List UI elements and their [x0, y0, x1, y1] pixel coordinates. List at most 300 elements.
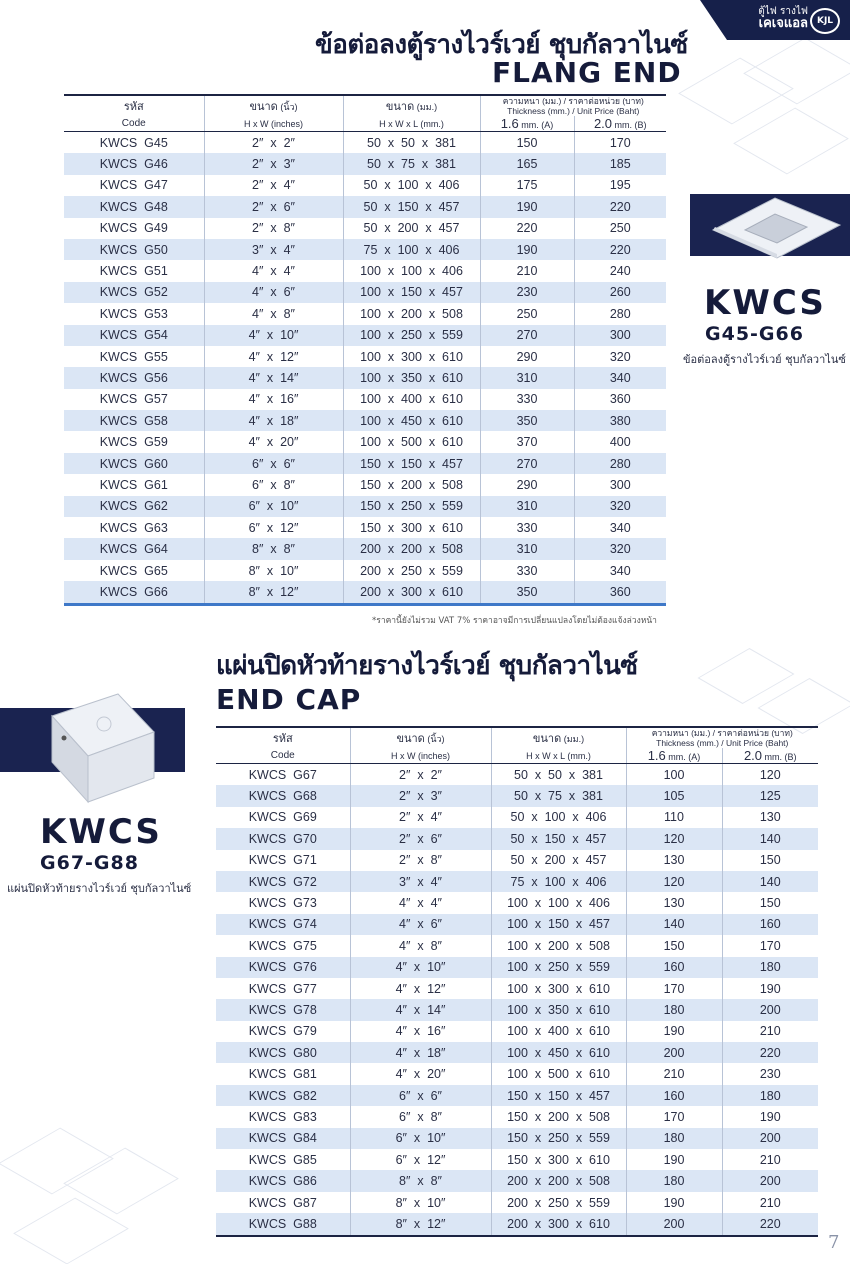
table-row [216, 892, 818, 913]
cell-code: KWCS G86 [216, 1170, 350, 1191]
cell-price-a: 150 [480, 132, 574, 154]
cell-code: KWCS G52 [64, 282, 204, 303]
cell-size-inches: 2″ x 6″ [204, 196, 343, 217]
cell-size-inches: 6″ x 12″ [350, 1149, 491, 1170]
cell-price-a: 120 [626, 871, 722, 892]
cell-size-mm: 100 x 150 x 457 [343, 282, 480, 303]
cell-size-mm: 150 x 200 x 508 [343, 474, 480, 495]
cell-size-inches: 4″ x 18″ [204, 410, 343, 431]
cell-price-b: 340 [609, 520, 631, 535]
header-price: ความหนา (มม.) / ราคาต่อหน่วย (บาท) Thickness (mm.) / Unit Price (Baht) [626, 727, 818, 748]
cell-price-b: 360 [574, 581, 666, 604]
cell-size-mm: 100 x 500 x 610 [343, 431, 480, 452]
cell-code: KWCS G80 [216, 1042, 350, 1063]
flang-end-product-image [705, 180, 845, 260]
cell-price-a: 120 [626, 828, 722, 849]
cell-size-inches: 2″ x 4″ [204, 175, 343, 196]
cell-size-mm: 50 x 50 x 381 [343, 132, 480, 154]
cell-price-b: 340 [574, 367, 666, 388]
cell-size-mm: 100 x 200 x 508 [491, 935, 626, 956]
cell-price-a: 310 [480, 538, 574, 559]
cell-price-a: 210 [626, 1063, 722, 1084]
table-row [64, 453, 666, 474]
cell-code: KWCS G59 [64, 431, 204, 452]
cell-size-inches: 4″ x 6″ [350, 914, 491, 935]
cell-size-inches: 2″ x 2″ [350, 764, 491, 786]
cell-price-b: 200 [722, 1170, 818, 1191]
table-row [216, 785, 818, 806]
table-row [216, 1021, 818, 1042]
table-row [64, 410, 666, 431]
cell-price-a: 190 [626, 1021, 722, 1042]
cell-price-a: 290 [480, 474, 574, 495]
cell-size-mm: 100 x 250 x 559 [491, 957, 626, 978]
cell-price-b: 300 [609, 477, 631, 492]
cell-size-mm: 100 x 350 x 610 [343, 367, 480, 388]
section2-side-range: G67-G88 [40, 852, 139, 874]
cell-size-mm: 100 x 500 x 610 [491, 1063, 626, 1084]
table-row [216, 978, 818, 999]
cell-code: KWCS G76 [216, 957, 350, 978]
cell-price-a: 190 [480, 239, 574, 260]
table-row [216, 1149, 818, 1170]
cell-size-mm: 200 x 250 x 559 [343, 560, 480, 581]
table-row [64, 282, 666, 303]
table-row [64, 239, 666, 260]
table-row [216, 1085, 818, 1106]
cell-size-mm: 50 x 200 x 457 [491, 850, 626, 871]
table-row [64, 496, 666, 517]
cell-price-a: 130 [626, 892, 722, 913]
cell-size-inches: 8″ x 8″ [350, 1170, 491, 1191]
cell-size-mm: 150 x 150 x 457 [491, 1085, 626, 1106]
cell-price-b: 140 [722, 871, 818, 892]
cell-size-inches: 2″ x 4″ [350, 807, 491, 828]
cell-price-b: 185 [574, 153, 666, 174]
section2-side-code: KWCS [40, 812, 162, 852]
section1-side-code: KWCS [704, 283, 826, 323]
table-row [64, 325, 666, 346]
header-thickness-b: 2.0 mm. (B) [722, 748, 818, 764]
cell-price-a: 180 [626, 1170, 722, 1191]
cell-size-inches: 2″ x 3″ [204, 153, 343, 174]
cell-price-b: 220 [722, 1042, 818, 1063]
cell-price-a: 190 [626, 1192, 722, 1213]
table-row [216, 1192, 818, 1213]
table-row [216, 850, 818, 871]
cell-code: KWCS G81 [216, 1063, 350, 1084]
cell-price-a: 200 [626, 1042, 722, 1063]
cell-size-mm: 100 x 450 x 610 [491, 1042, 626, 1063]
brand-line-2: เคเจแอล [758, 16, 808, 31]
header-code-th: รหัส [216, 727, 350, 748]
cell-code: KWCS G84 [216, 1128, 350, 1149]
cell-code: KWCS G77 [216, 978, 350, 999]
section1-side-desc: ข้อต่อลงตู้รางไวร์เวย์ ชุบกัลวาไนซ์ [683, 353, 846, 366]
cell-size-inches: 8″ x 12″ [350, 1213, 491, 1235]
table-row [64, 346, 666, 367]
cell-size-mm: 50 x 200 x 457 [343, 218, 480, 239]
table-row [216, 871, 818, 892]
table-row [64, 218, 666, 239]
header-size-in-en: H x W (inches) [350, 748, 491, 764]
cell-price-b: 220 [574, 196, 666, 217]
end-cap-product-image [30, 688, 160, 808]
cell-price-b: 230 [759, 1067, 781, 1082]
cell-size-mm: 200 x 200 x 508 [491, 1170, 626, 1191]
table-row [216, 1170, 818, 1191]
cell-price-b: 210 [759, 1152, 781, 1167]
cell-price-a: 190 [480, 196, 574, 217]
section2-title-en: END CAP [216, 683, 362, 716]
cell-size-mm: 100 x 400 x 610 [343, 389, 480, 410]
cell-size-inches: 4″ x 8″ [350, 935, 491, 956]
cell-size-inches: 8″ x 12″ [204, 581, 343, 604]
table-row [64, 303, 666, 324]
header-thickness-b: 2.0 mm. (B) [574, 116, 666, 132]
header-size-in-th: ขนาด (นิ้ว) [350, 727, 491, 748]
table-row [216, 935, 818, 956]
cell-code: KWCS G64 [64, 538, 204, 559]
cell-price-b: 300 [574, 325, 666, 346]
cell-price-a: 180 [626, 1128, 722, 1149]
cell-size-mm: 100 x 300 x 610 [343, 346, 480, 367]
table-row [64, 581, 666, 604]
cell-price-a: 180 [626, 999, 722, 1020]
cell-code: KWCS G47 [64, 175, 204, 196]
cell-code: KWCS G66 [64, 581, 204, 604]
cell-price-b: 220 [574, 239, 666, 260]
flang-end-price-table [64, 94, 666, 606]
cell-price-b: 220 [722, 1213, 818, 1235]
cell-code: KWCS G88 [216, 1213, 350, 1235]
cell-size-inches: 4″ x 16″ [350, 1021, 491, 1042]
table-row [216, 1128, 818, 1149]
cell-price-b: 360 [609, 392, 631, 407]
cell-price-b: 195 [609, 178, 631, 193]
cell-code: KWCS G73 [216, 892, 350, 913]
cell-size-inches: 4″ x 4″ [350, 892, 491, 913]
cell-price-b: 400 [609, 435, 631, 450]
table-row [64, 389, 666, 410]
cell-price-a: 150 [626, 935, 722, 956]
cell-size-mm: 50 x 50 x 381 [491, 764, 626, 786]
table-row [64, 560, 666, 581]
cell-code: KWCS G60 [64, 453, 204, 474]
cell-price-b: 280 [574, 453, 666, 474]
cell-size-mm: 100 x 100 x 406 [491, 892, 626, 913]
header-code-en: Code [216, 748, 350, 764]
cell-price-b: 210 [759, 1024, 781, 1039]
cell-price-b: 280 [609, 306, 631, 321]
cell-size-inches: 4″ x 6″ [204, 282, 343, 303]
header-size-in-th: ขนาด (นิ้ว) [204, 95, 343, 116]
cell-size-mm: 50 x 150 x 457 [343, 196, 480, 217]
cell-price-a: 210 [480, 260, 574, 281]
header-thickness-a: 1.6 mm. (A) [626, 748, 722, 764]
header-size-mm-en: H x W x L (mm.) [491, 748, 626, 764]
end-cap-price-table [216, 726, 818, 1237]
cell-code: KWCS G53 [64, 303, 204, 324]
cell-code: KWCS G56 [64, 367, 204, 388]
cell-size-inches: 4″ x 10″ [350, 957, 491, 978]
cell-size-inches: 4″ x 14″ [204, 367, 343, 388]
cell-price-b: 200 [722, 999, 818, 1020]
cell-price-b: 180 [722, 957, 818, 978]
cell-code: KWCS G67 [216, 764, 350, 786]
header-size-in-en: H x W (inches) [204, 116, 343, 132]
cell-code: KWCS G46 [64, 153, 204, 174]
brand-line-1: ตู้ไฟ รางไฟ [758, 6, 808, 17]
cell-size-mm: 150 x 300 x 610 [343, 517, 480, 538]
cell-price-a: 310 [480, 496, 574, 517]
cell-price-b: 210 [759, 1195, 781, 1210]
page-number: 7 [828, 1232, 840, 1253]
cell-code: KWCS G65 [64, 560, 204, 581]
cell-price-a: 370 [480, 431, 574, 452]
cell-price-b: 170 [609, 135, 631, 150]
header-price: ความหนา (มม.) / ราคาต่อหน่วย (บาท) Thickness (mm.) / Unit Price (Baht) [480, 95, 666, 116]
cell-size-inches: 6″ x 8″ [204, 474, 343, 495]
table-row [216, 1063, 818, 1084]
cell-size-inches: 4″ x 10″ [204, 325, 343, 346]
cell-price-b: 340 [609, 563, 631, 578]
cell-size-mm: 100 x 150 x 457 [491, 914, 626, 935]
cell-size-inches: 6″ x 10″ [350, 1128, 491, 1149]
cell-price-a: 160 [626, 957, 722, 978]
cell-price-b: 170 [759, 938, 781, 953]
cell-code: KWCS G71 [216, 850, 350, 871]
cell-price-b: 160 [722, 914, 818, 935]
header-code-th: รหัส [64, 95, 204, 116]
cell-code: KWCS G75 [216, 935, 350, 956]
cell-price-a: 170 [626, 1106, 722, 1127]
cell-size-inches: 4″ x 12″ [350, 978, 491, 999]
cell-price-a: 350 [480, 581, 574, 604]
section2-side-desc: แผ่นปิดหัวท้ายรางไวร์เวย์ ชุบกัลวาไนซ์ [7, 882, 192, 895]
cell-price-b: 180 [722, 1085, 818, 1106]
cell-size-inches: 2″ x 6″ [350, 828, 491, 849]
header-code-en: Code [64, 116, 204, 132]
cell-size-inches: 8″ x 8″ [204, 538, 343, 559]
cell-price-b: 320 [609, 349, 631, 364]
cell-size-mm: 50 x 75 x 381 [343, 153, 480, 174]
cell-size-mm: 150 x 250 x 559 [491, 1128, 626, 1149]
cell-code: KWCS G57 [64, 389, 204, 410]
cell-size-mm: 150 x 150 x 457 [343, 453, 480, 474]
cell-code: KWCS G49 [64, 218, 204, 239]
header-size-mm-th: ขนาด (มม.) [491, 727, 626, 748]
table-row [216, 999, 818, 1020]
cell-size-mm: 50 x 75 x 381 [491, 785, 626, 806]
section1-title-th: ข้อต่อลงตู้รางไวร์เวย์ ชุบกัลวาไนซ์ [315, 30, 688, 60]
cell-size-inches: 6″ x 12″ [204, 517, 343, 538]
cell-size-inches: 3″ x 4″ [204, 239, 343, 260]
cell-size-mm: 150 x 300 x 610 [491, 1149, 626, 1170]
cell-size-inches: 4″ x 8″ [204, 303, 343, 324]
cell-price-a: 170 [626, 978, 722, 999]
table-row [216, 1213, 818, 1235]
cell-size-mm: 200 x 200 x 508 [343, 538, 480, 559]
cell-price-b: 190 [759, 1109, 781, 1124]
cell-code: KWCS G78 [216, 999, 350, 1020]
table-row [64, 538, 666, 559]
cell-price-b: 260 [574, 282, 666, 303]
table-row [64, 517, 666, 538]
cell-size-mm: 200 x 300 x 610 [491, 1213, 626, 1235]
cell-price-a: 330 [480, 517, 574, 538]
cell-price-b: 150 [759, 853, 781, 868]
cell-size-inches: 4″ x 18″ [350, 1042, 491, 1063]
cell-price-b: 190 [759, 981, 781, 996]
cell-price-a: 270 [480, 325, 574, 346]
cell-size-inches: 4″ x 4″ [204, 260, 343, 281]
cell-code: KWCS G63 [64, 517, 204, 538]
table-row [216, 914, 818, 935]
cell-code: KWCS G79 [216, 1021, 350, 1042]
cell-price-a: 230 [480, 282, 574, 303]
table-row [216, 807, 818, 828]
cell-price-a: 200 [626, 1213, 722, 1235]
cell-size-mm: 150 x 250 x 559 [343, 496, 480, 517]
cell-price-a: 350 [480, 410, 574, 431]
cell-price-a: 250 [480, 303, 574, 324]
cell-price-a: 175 [480, 175, 574, 196]
cell-size-mm: 100 x 450 x 610 [343, 410, 480, 431]
cell-price-b: 150 [759, 896, 781, 911]
cell-code: KWCS G70 [216, 828, 350, 849]
cell-price-b: 140 [722, 828, 818, 849]
cell-price-b: 320 [574, 538, 666, 559]
cell-size-inches: 6″ x 6″ [204, 453, 343, 474]
cell-price-a: 110 [626, 807, 722, 828]
brand-name [758, 6, 808, 30]
cell-price-a: 140 [626, 914, 722, 935]
cell-price-a: 330 [480, 560, 574, 581]
cell-code: KWCS G45 [64, 132, 204, 154]
cell-code: KWCS G83 [216, 1106, 350, 1127]
cell-code: KWCS G51 [64, 260, 204, 281]
cell-size-inches: 4″ x 20″ [350, 1063, 491, 1084]
cell-size-inches: 4″ x 16″ [204, 389, 343, 410]
cell-size-mm: 200 x 300 x 610 [343, 581, 480, 604]
header-thickness-a: 1.6 mm. (A) [480, 116, 574, 132]
cell-size-mm: 100 x 400 x 610 [491, 1021, 626, 1042]
cell-size-inches: 2″ x 8″ [350, 850, 491, 871]
header-size-mm-th: ขนาด (มม.) [343, 95, 480, 116]
cell-code: KWCS G85 [216, 1149, 350, 1170]
table-row [64, 260, 666, 281]
table-row [64, 431, 666, 452]
cell-size-mm: 150 x 200 x 508 [491, 1106, 626, 1127]
cell-size-mm: 50 x 100 x 406 [491, 807, 626, 828]
table-row [64, 196, 666, 217]
cell-price-a: 100 [626, 764, 722, 786]
cell-size-inches: 8″ x 10″ [350, 1192, 491, 1213]
cell-price-a: 220 [480, 218, 574, 239]
cell-size-inches: 6″ x 10″ [204, 496, 343, 517]
cell-code: KWCS G74 [216, 914, 350, 935]
section2-title-th: แผ่นปิดหัวท้ายรางไวร์เวย์ ชุบกัลวาไนซ์ [216, 651, 638, 681]
cell-size-inches: 6″ x 6″ [350, 1085, 491, 1106]
header-size-mm-en: H x W x L (mm.) [343, 116, 480, 132]
cell-size-inches: 4″ x 14″ [350, 999, 491, 1020]
cell-price-a: 165 [480, 153, 574, 174]
table-row [64, 132, 666, 154]
cell-code: KWCS G55 [64, 346, 204, 367]
cell-price-a: 290 [480, 346, 574, 367]
cell-size-inches: 4″ x 20″ [204, 431, 343, 452]
cell-code: KWCS G82 [216, 1085, 350, 1106]
cell-code: KWCS G58 [64, 410, 204, 431]
table-row [64, 175, 666, 196]
cell-size-inches: 3″ x 4″ [350, 871, 491, 892]
table-row [216, 828, 818, 849]
cell-price-b: 320 [574, 496, 666, 517]
cell-size-inches: 2″ x 8″ [204, 218, 343, 239]
cell-size-mm: 75 x 100 x 406 [343, 239, 480, 260]
vat-note: *ราคานี้ยังไม่รวม VAT 7% ราคาอาจมีการเปลี่ยนแปลงโดยไม่ต้องแจ้งล่วงหน้า [372, 616, 657, 626]
cell-price-b: 130 [759, 810, 781, 825]
cell-price-a: 160 [626, 1085, 722, 1106]
table-row [216, 957, 818, 978]
cell-size-mm: 100 x 100 x 406 [343, 260, 480, 281]
cell-code: KWCS G69 [216, 807, 350, 828]
cell-price-b: 240 [609, 264, 631, 279]
cell-code: KWCS G62 [64, 496, 204, 517]
table-row [216, 764, 818, 786]
table-row [64, 367, 666, 388]
cell-price-a: 190 [626, 1149, 722, 1170]
cell-code: KWCS G54 [64, 325, 204, 346]
cell-code: KWCS G61 [64, 474, 204, 495]
cell-size-mm: 100 x 300 x 610 [491, 978, 626, 999]
cell-size-inches: 2″ x 2″ [204, 132, 343, 154]
cell-size-inches: 4″ x 12″ [204, 346, 343, 367]
cell-size-mm: 100 x 200 x 508 [343, 303, 480, 324]
cell-price-a: 130 [626, 850, 722, 871]
cell-size-mm: 50 x 100 x 406 [343, 175, 480, 196]
cell-size-mm: 75 x 100 x 406 [491, 871, 626, 892]
cell-price-b: 250 [609, 221, 631, 236]
cell-price-a: 105 [626, 785, 722, 806]
cell-size-mm: 200 x 250 x 559 [491, 1192, 626, 1213]
cell-size-mm: 100 x 350 x 610 [491, 999, 626, 1020]
cell-price-b: 200 [722, 1128, 818, 1149]
kjl-logo: KJL [810, 8, 840, 34]
cell-price-a: 310 [480, 367, 574, 388]
cell-size-inches: 8″ x 10″ [204, 560, 343, 581]
table-row [216, 1042, 818, 1063]
table-row [64, 153, 666, 174]
table-row [64, 474, 666, 495]
cell-price-a: 330 [480, 389, 574, 410]
cell-code: KWCS G50 [64, 239, 204, 260]
cell-price-b: 125 [722, 785, 818, 806]
cell-size-inches: 2″ x 3″ [350, 785, 491, 806]
cell-size-mm: 100 x 250 x 559 [343, 325, 480, 346]
cell-size-inches: 6″ x 8″ [350, 1106, 491, 1127]
table-row [216, 1106, 818, 1127]
cell-code: KWCS G87 [216, 1192, 350, 1213]
cell-code: KWCS G72 [216, 871, 350, 892]
cell-code: KWCS G48 [64, 196, 204, 217]
cell-price-b: 380 [574, 410, 666, 431]
cell-price-b: 120 [759, 767, 781, 782]
cell-size-mm: 50 x 150 x 457 [491, 828, 626, 849]
cell-price-a: 270 [480, 453, 574, 474]
section1-title-en: FLANG END [492, 56, 682, 89]
